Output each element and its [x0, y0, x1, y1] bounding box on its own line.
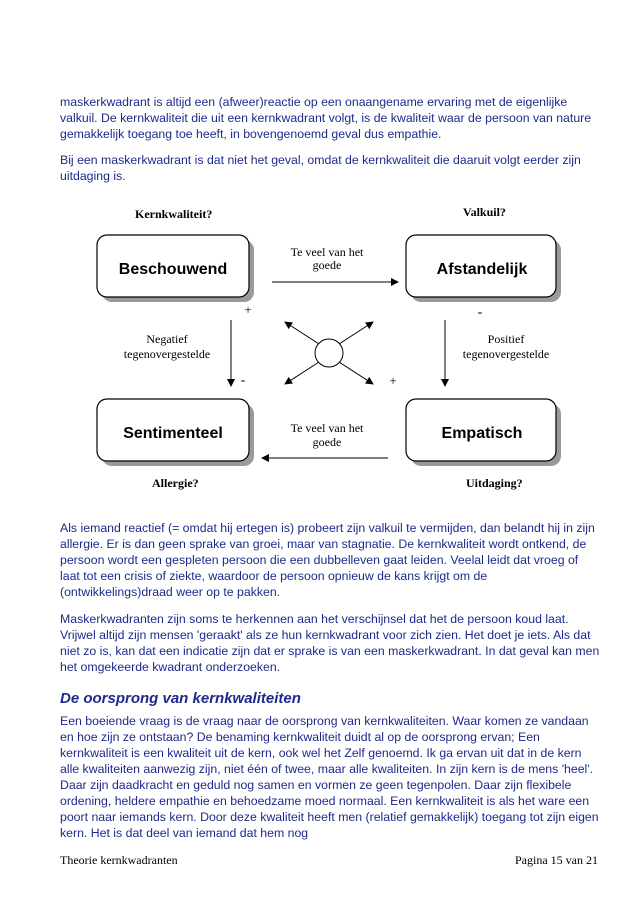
box-beschouwend-label: Beschouwend [118, 261, 228, 278]
box-beschouwend [97, 235, 254, 302]
sign-minus-top-right: - [477, 305, 483, 320]
footer-title: Theorie kernkwadranten [60, 853, 178, 867]
label-uitdaging: Uitdaging? [466, 476, 523, 490]
footer-page-number: Pagina 15 van 21 [515, 853, 598, 867]
paragraph-masker-uitdaging: Bij een maskerkwadrant is dat niet het geval, omdat de kernkwaliteit die daaruit volgt eerder zijn uitdaging is. [60, 153, 581, 183]
left-label-line2: tegenovergestelde [123, 347, 211, 361]
label-valkuil: Valkuil? [463, 205, 506, 219]
box-sentimenteel-label: Sentimenteel [123, 425, 223, 442]
label-allergie: Allergie? [152, 476, 199, 490]
te-veel-top-line1: Te veel van het [290, 245, 364, 259]
sign-minus-bottom-left: - [240, 373, 246, 388]
te-veel-bottom-line2: goede [312, 435, 342, 449]
te-veel-top-line2: goede [312, 258, 342, 272]
left-label-line1: Negatief [146, 332, 188, 346]
label-kernkwaliteit: Kernkwaliteit? [135, 207, 213, 221]
kernkwadrant-diagram [0, 195, 638, 505]
right-label-line2: tegenovergestelde [462, 347, 550, 361]
box-afstandelijk [406, 235, 561, 302]
right-label-line1: Positief [487, 332, 525, 346]
te-veel-bottom-line1: Te veel van het [290, 421, 364, 435]
section-heading: De oorsprong van kernkwaliteiten [60, 690, 301, 707]
box-sentimenteel [97, 399, 254, 466]
sign-plus-top-left: + [244, 302, 252, 317]
paragraph-masker-intro: maskerkwadrant is altijd een (afweer)reactie op een onaangename ervaring met de eigenlijke valkuil. De kernkwaliteit die uit een kernkwadrant volgt, is de kwaliteit waar de persoon van nature gemakkelijk toegang toe heeft, in bovengenoemd geval dus empathie. [60, 95, 592, 141]
paragraph-oorsprong: Een boeiende vraag is de vraag naar de oorsprong van kernkwaliteiten. Waar komen ze vandaan en hoe zijn ze ontstaan? De benaming kernkwaliteit duidt al op de oorsprong ervan; Een kernkwaliteit is een kwaliteit uit de kern, ook wel het Zelf genoemd. Ik ga ervan uit dat in de kern alle kwaliteiten aanwezig zijn, niet één of twee, maar alle kwaliteiten. In zijn kern is de mens 'heel'. Daar zijn daadkracht en geduld nog samen en vormen ze geen tegenpolen. Daar zijn flexibele ordening, heldere empathie en behoedzame moed normaal. Een kernkwaliteit is als het ware een poort naar iemands kern. Door deze kwaliteit heeft men (relatief gemakkelijk) toegang tot zijn eigen kern. Het is dat deel van iemand dat hem nog [60, 714, 599, 840]
paragraph-allergie: Als iemand reactief (= omdat hij ertegen is) probeert zijn valkuil te vermijden, dan belandt hij in zijn allergie. Er is dan geen sprake van groei, maar van stagnatie. De kernkwaliteit wordt ontkend, de persoon wordt een gespleten persoon die een dubbelleven gaat leiden. Veelal leidt dat vroeg of laat tot een crisis of ziekte, waardoor de persoon opnieuw de kans krijgt om de (ontwikkelings)draad weer op te pakken. [60, 521, 595, 599]
box-empatisch-label: Empatisch [441, 425, 523, 442]
paragraph-maskerkwadranten: Maskerkwadranten zijn soms te herkennen aan het verschijnsel dat het de persoon koud laat. Vrijwel altijd zijn mensen 'geraakt' als ze hun kernkwadrant voor zich zien. Het doet je iets. Als dat niet zo is, kan dat een indicatie zijn dat er sprake is van een maskerkwadrant. In dat geval kan men het omgekeerde kwadrant onderzoeken. [60, 612, 600, 674]
box-empatisch [406, 399, 561, 466]
box-afstandelijk-label: Afstandelijk [436, 261, 528, 278]
center-cross-icon [285, 322, 373, 384]
sign-plus-bottom-right: + [389, 373, 397, 388]
